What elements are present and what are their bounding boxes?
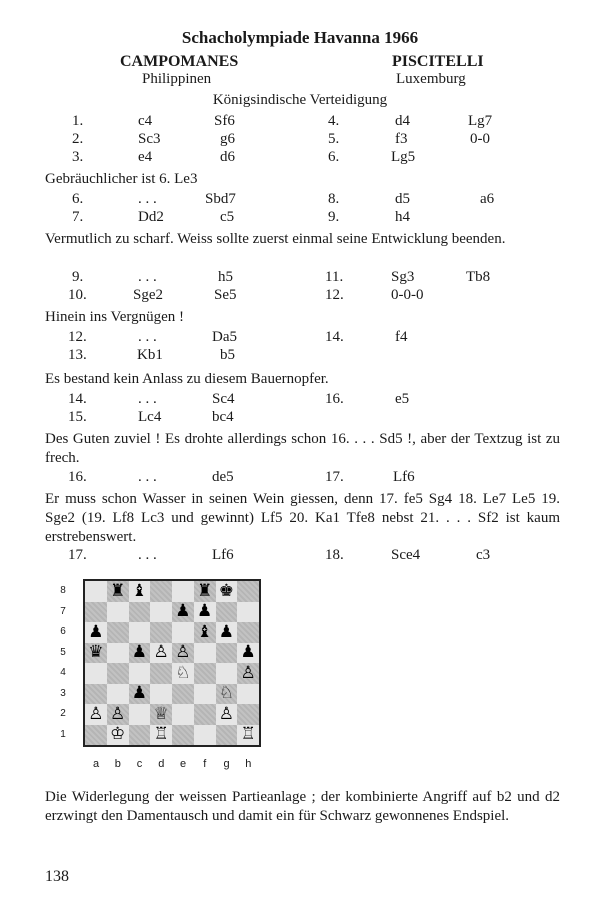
board-square-c4 (129, 663, 151, 684)
board-square-d2 (150, 704, 172, 725)
board-square-f5 (194, 643, 216, 664)
black-player-country: Luxemburg (396, 71, 466, 87)
board-square-c5 (129, 643, 151, 664)
board-square-g8 (216, 581, 238, 602)
board-square-b6 (107, 622, 129, 643)
board-square-b4 (107, 663, 129, 684)
board-square-d5 (150, 643, 172, 664)
board-square-h7 (237, 602, 259, 623)
board-square-h1 (237, 725, 259, 746)
board-square-f8 (194, 581, 216, 602)
board-square-g7 (216, 602, 238, 623)
board-square-d6 (150, 622, 172, 643)
black-rook-icon: ♜ (197, 580, 213, 601)
board-square-g3 (216, 684, 238, 705)
white-player-name: CAMPOMANES (120, 53, 239, 70)
board-square-b1 (107, 725, 129, 746)
board-square-d7 (150, 602, 172, 623)
board-square-g6 (216, 622, 238, 643)
closing-comment: Die Widerlegung der weissen Partieanlage ; der kombinierte Angriff auf b2 und d2 erzwingt den Damentausch und damit ein für Schwarz gewonnenes Endspiel. (45, 789, 560, 824)
black-pawn-icon: ♟ (197, 601, 213, 622)
board-square-c7 (129, 602, 151, 623)
white-player-country: Philippinen (142, 71, 212, 87)
white-queen-icon: ♕ (153, 703, 169, 724)
board-square-h2 (237, 704, 259, 725)
board-square-h5 (237, 643, 259, 664)
black-pawn-icon: ♟ (218, 621, 234, 642)
file-label: d (158, 758, 165, 770)
opening-name: Königsindische Verteidigung (212, 92, 388, 108)
board-square-g5 (216, 643, 238, 664)
rank-label: 1 (60, 728, 66, 740)
board-square-d4 (150, 663, 172, 684)
board-square-d8 (150, 581, 172, 602)
board-square-g4 (216, 663, 238, 684)
black-queen-icon: ♛ (88, 642, 104, 663)
white-pawn-icon: ♙ (110, 703, 126, 724)
white-pawn-icon: ♙ (218, 703, 234, 724)
board-square-c2 (129, 704, 151, 725)
white-pawn-icon: ♙ (240, 662, 256, 683)
board-square-d1 (150, 725, 172, 746)
file-label: c (136, 758, 143, 770)
black-king-icon: ♚ (218, 580, 234, 601)
file-label: g (223, 758, 230, 770)
board-square-h4 (237, 663, 259, 684)
board-square-c3 (129, 684, 151, 705)
board-square-f3 (194, 684, 216, 705)
black-pawn-icon: ♟ (240, 642, 256, 663)
rank-label: 4 (60, 667, 66, 678)
rank-label: 8 (60, 585, 66, 596)
black-pawn-icon: ♟ (175, 601, 191, 622)
board-square-g2 (216, 704, 238, 725)
black-bishop-icon: ♝ (197, 621, 213, 642)
annotation-text: Hinein ins Vergnügen ! (45, 309, 185, 325)
black-pawn-icon: ♟ (131, 642, 147, 663)
black-pawn-icon: ♟ (131, 683, 147, 704)
board-square-e6 (172, 622, 194, 643)
board-square-c1 (129, 725, 151, 746)
board-square-f7 (194, 602, 216, 623)
page-title: Schacholympiade Havanna 1966 (181, 28, 419, 47)
board-square-e1 (172, 725, 194, 746)
white-pawn-icon: ♙ (175, 642, 191, 663)
board-square-b2 (107, 704, 129, 725)
white-pawn-icon: ♙ (88, 703, 104, 724)
annotation-text: Es bestand kein Anlass zu diesem Bauernopfer. (45, 371, 329, 387)
annotation-text: Des Guten zuviel ! Es drohte allerdings schon 16. . . . Sd5 !, aber der Textzug ist zu frech. (45, 431, 560, 466)
rank-label: 6 (60, 626, 66, 637)
board-square-a7 (85, 602, 107, 623)
board-square-e8 (172, 581, 194, 602)
board-square-f4 (194, 663, 216, 684)
black-rook-icon: ♜ (110, 580, 126, 601)
page-number: 138 (45, 868, 69, 885)
board-square-a4 (85, 663, 107, 684)
board-square-e3 (172, 684, 194, 705)
board-square-b5 (107, 643, 129, 664)
white-pawn-icon: ♙ (153, 642, 169, 663)
annotation-text: Vermutlich zu scharf. Weiss sollte zuerst einmal seine Entwicklung beenden. (45, 231, 506, 247)
rank-label: 2 (60, 708, 66, 719)
board-square-e7 (172, 602, 194, 623)
file-label: e (179, 758, 187, 770)
black-pawn-icon: ♟ (88, 621, 104, 642)
board-square-f1 (194, 725, 216, 746)
board-square-b8 (107, 581, 129, 602)
white-rook-icon: ♖ (240, 724, 256, 745)
book-page: Schacholympiade Havanna 1966 CAMPOMANES Philippinen PISCITELLI Luxemburg Königsindische Verteidigung 1. c4 Sf6 2. Sc3 g6 3. e4 d6 4. d4 Lg7 5. f3 0-0 6. Lg5 Gebräuchlicher ist 6. Le3 6. . . . Sbd7 7. Dd2 c5 8. d5 a6 9. h4 Vermutlich zu scharf. Weiss sollte zuerst einmal seine Entwicklung beenden. 9. . . . h5 10. Sge2 Se5 11. Sg3 Tb8 12. 0-0-0 Hinein ins Vergnügen ! 12. . . . Da5 13. Kb1 b5 14. f4 Es bestand kein Anlass zu diesem Bauernopfer. 14. . . . Sc4 15. Lc4 bc4 16. e5 Des Guten zuviel ! Es drohte allerdings schon 16. . . . Sd5 !, aber der Textzug ist zu frech. 16. . . . de5 17. Lf6 Er muss schon Wasser in seinen Wein giessen, denn 17. fe5 Sg4 18. Le7 Le5 19. Sge2 (19. Lf8 Lc3 und gewinnt) Lf5 20. Ka1 Tfe8 nebst 21. . . . Sf2 ist kaum erstrebenswert. 17. . . . Lf6 18. Sce4 c3 ♜ ♝ ♜ ♚ ♟ ♟ ♟ ♝ ♟ ♛ ♟ ♙ ♙ ♟ ♘ ♙ ♟ ♘ ♙ ♙ ♕ ♙ ♔ ♖ ♖ 8 7 6 5 4 3 2 1 a b c d e f g h Die Widerlegung der weissen Partieanlage ; der kombinierte Angriff auf b2 und d2 erzwingt den Damentausch und damit ein für Schwarz gewonnenes Endspiel. 138 (0, 0, 600, 900)
board-square-c8 (129, 581, 151, 602)
board-square-f2 (194, 704, 216, 725)
white-knight-icon: ♘ (218, 683, 234, 704)
board-square-c6 (129, 622, 151, 643)
white-rook-icon: ♖ (153, 724, 169, 745)
board-square-b3 (107, 684, 129, 705)
board-square-h6 (237, 622, 259, 643)
annotation-text: Gebräuchlicher ist 6. Le3 (45, 171, 198, 187)
board-square-h8 (237, 581, 259, 602)
file-label: h (245, 758, 252, 770)
board-square-a1 (85, 725, 107, 746)
board-square-f6 (194, 622, 216, 643)
rank-label: 7 (60, 605, 66, 617)
board-square-a3 (85, 684, 107, 705)
board-square-e5 (172, 643, 194, 664)
board-square-a6 (85, 622, 107, 643)
white-knight-icon: ♘ (175, 662, 191, 683)
board-square-a5 (85, 643, 107, 664)
board-square-h3 (237, 684, 259, 705)
board-square-e2 (172, 704, 194, 725)
file-label: f (203, 758, 207, 770)
chessboard (83, 579, 261, 747)
chess-diagram (56, 576, 266, 770)
black-player-name: PISCITELLI (392, 53, 484, 70)
board-square-d3 (150, 684, 172, 705)
annotation-text: Er muss schon Wasser in seinen Wein giessen, denn 17. fe5 Sg4 18. Le7 Le5 19. Sge2 (19. Lf8 Lc3 und gewinnt) Lf5 20. Ka1 Tfe8 nebst 21. . . . Sf2 ist kaum erstrebenswert. (45, 491, 560, 545)
rank-label: 5 (60, 646, 66, 658)
board-square-a2 (85, 704, 107, 725)
file-label: b (114, 758, 121, 770)
file-label: a (92, 758, 100, 770)
rank-label: 3 (60, 687, 66, 699)
board-square-g1 (216, 725, 238, 746)
white-king-icon: ♔ (110, 724, 126, 745)
black-bishop-icon: ♝ (131, 580, 147, 601)
board-square-b7 (107, 602, 129, 623)
board-square-e4 (172, 663, 194, 684)
board-square-a8 (85, 581, 107, 602)
